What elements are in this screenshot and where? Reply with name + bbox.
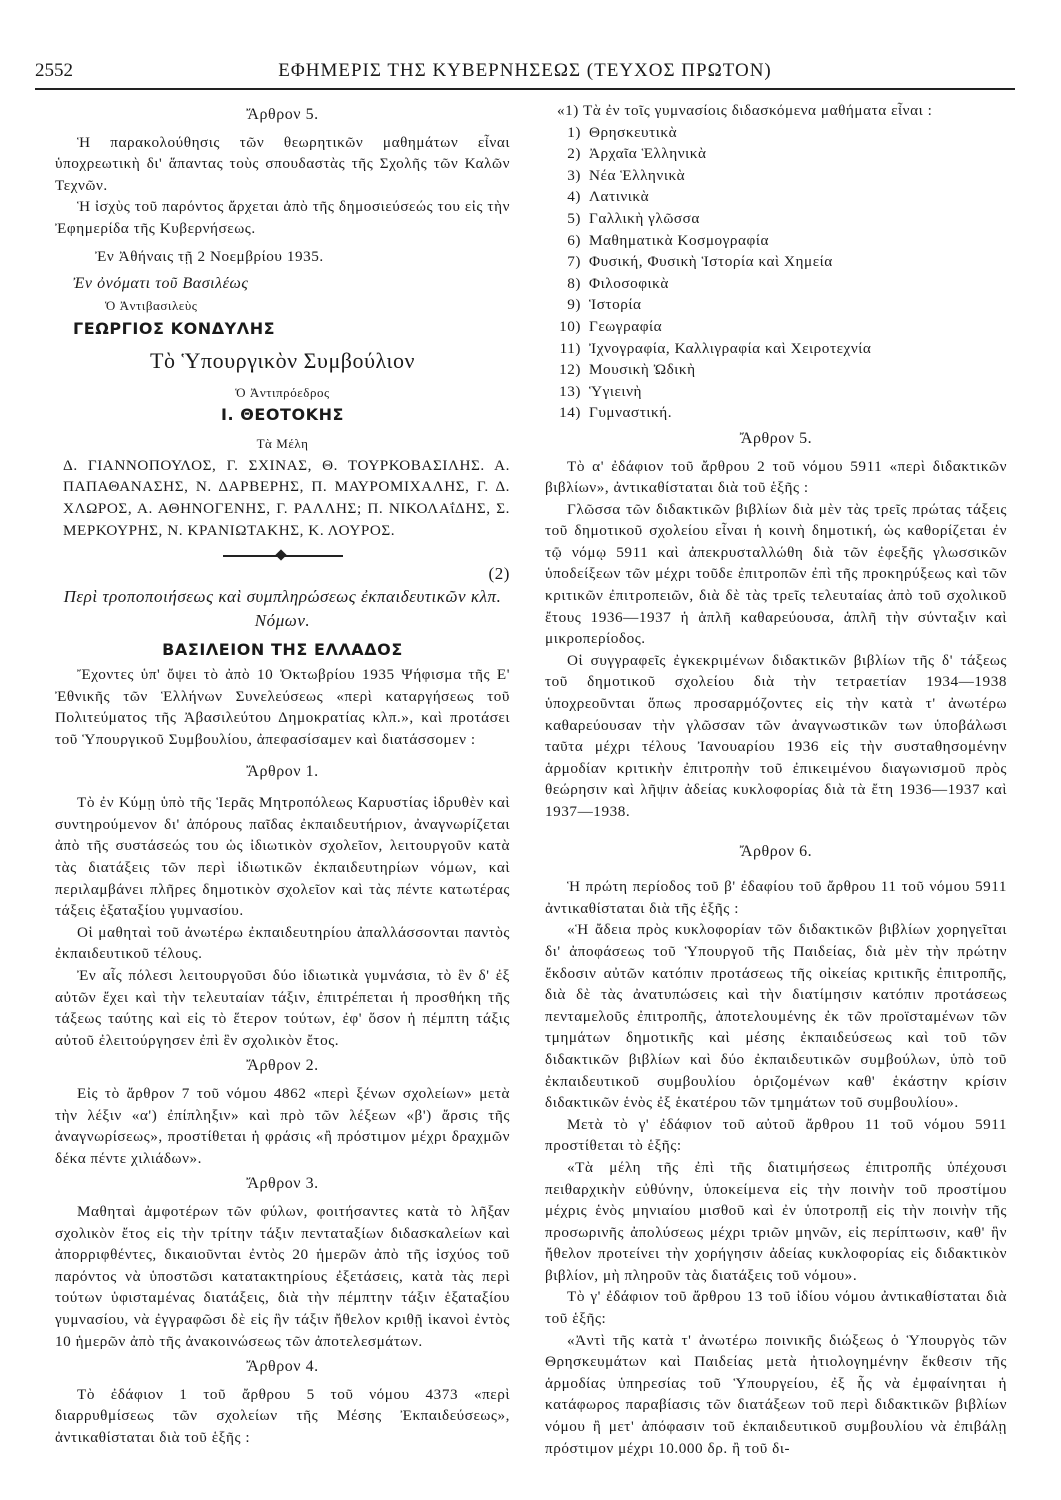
- paragraph: Ἡ πρώτη περίοδος τοῦ β' ἐδαφίου τοῦ ἄρθρου 11 τοῦ νόμου 5911 ἀντικαθίσταται διὰ τῆς ἑξῆς :: [545, 878, 1007, 917]
- item-number: 12): [559, 361, 581, 379]
- item-text: Φυσική, Φυσικὴ Ἱστορία καὶ Χημεία: [589, 253, 833, 271]
- article-heading: Ἄρθρον 2.: [246, 1057, 319, 1075]
- regent-name: ΓΕΩΡΓΙΟΣ ΚΟΝΔΥΛΗΣ: [73, 319, 276, 339]
- signing-date: Ἐν Ἀθήναις τῇ 2 Νοεμβρίου 1935.: [95, 247, 324, 265]
- article-heading: Ἄρθρον 5.: [739, 429, 813, 447]
- list-item: [545, 273, 1007, 295]
- item-number: 8): [567, 274, 581, 292]
- item-number: 9): [567, 296, 581, 314]
- item-text: Γυμναστική.: [589, 404, 673, 422]
- gazette-title: ΕΦΗΜΕΡΙΣ ΤΗΣ ΚΥΒΕΡΝΗΣΕΩΣ (ΤΕΥΧΟΣ ΠΡΩΤΟΝ): [278, 60, 772, 81]
- regent-title: Ὁ Ἀντιβασιλεὺς: [105, 297, 198, 313]
- paragraph: Μετὰ τὸ γ' ἐδάφιον τοῦ αὐτοῦ ἄρθρου 11 τοῦ νόμου 5911 προστίθεται τὸ ἑξῆς:: [545, 1115, 1007, 1155]
- item-number: 2): [567, 145, 581, 163]
- list-item: [545, 294, 1007, 316]
- paragraph: Ἡ ἰσχὺς τοῦ παρόντος ἄρχεται ἀπὸ τῆς δημοσιεύσεώς του εἰς τὴν Ἐφημερίδα τῆς Κυβερνήσεως.: [55, 198, 510, 237]
- paragraph: Μαθηταὶ ἀμφοτέρων τῶν φύλων, φοιτήσαντες κατὰ τὸ λῆξαν σχολικὸν ἔτος εἰς τὴν τρίτην τάξιν πενταταξίων διδασκαλείων καὶ ἀπορριφθέντες, δικαιοῦνται ἐντὸς 20 ἡμερῶν ἀπὸ τῆς ἰσχύος τοῦ παρόντος νὰ ὑποστῶσι κατατακτηρίους ἐξετάσεις, κατὰ τὰς περὶ τούτων ὑφισταμένας διατάξεις, διὰ τὴν πέμπτην τάξιν ἑξαταξίου γυμνασίου, νὰ ἐγγραφῶσι δὲ εἰς ἣν τάξιν ἤθελον κριθῇ ἱκανοὶ ἐντὸς 10 ἡμερῶν ἀπὸ τῆς ἀνακοινώσεως τῶν ἀποτελεσμάτων.: [55, 1202, 510, 1350]
- item-text: Ὑγιεινὴ: [589, 382, 642, 400]
- paragraph: «Ἡ ἄδεια πρὸς κυκλοφορίαν τῶν διδακτικῶν βιβλίων χορηγεῖται δι' ἀποφάσεως τοῦ Ὑπουργοῦ τῆς Παιδείας, διὰ μὲν τὴν πρώτην ἔκδοσιν αὐτῶν κατόπιν προτάσεως τῆς οἰκείας κριτικῆς ἐπιτροπῆς, διὰ δὲ τὰς ἀνατυπώσεις καὶ τὴν διατίμησιν κατόπιν προτάσεως πενταμελοῦς ἐπιτροπῆς, ἀποτελουμένης ἐκ τῶν προϊσταμένων τῶν τμημάτων δημοτικῆς καὶ μέσης ἐκπαιδεύσεως καὶ τοῦ τῶν διδακτικῶν βιβλίων καὶ δύο ἐκπαιδευτικῶν συμβούλων, ὑπὸ τοῦ ἐκπαιδευτικοῦ συμβουλίου ὁριζομένων καθ' ἑκάστην κρίσιν διδακτικῶν ἑνὸς ἐξ ἑκατέρου τῶν τμημάτων τοῦ συμβουλίου».: [545, 921, 1007, 1112]
- list-item: [545, 122, 1007, 144]
- vice-president-title: Ὁ Ἀντιπρόεδρος: [235, 384, 330, 400]
- item-text: Λατινικὰ: [589, 188, 650, 206]
- list-item: [545, 143, 1007, 165]
- item-number: 10): [559, 317, 581, 335]
- article-heading: Ἄρθρον 3.: [246, 1175, 319, 1193]
- list-item: [545, 381, 1007, 403]
- paragraph: «Τὰ μέλη τῆς ἐπὶ τῆς διατιμήσεως ἐπιτροπῆς ὑπέχουσι πειθαρχικὴν εὐθύνην, ὑποκείμενα εἰς τὴν ποινὴν τοῦ προστίμου μέχρις ἑνὸς μηνιαίου μισθοῦ καὶ ἐν ὑποτροπῇ εἰς τὴν ποινὴν τῆς προσωρινῆς ἀπολύσεως μέχρι τριῶν μηνῶν, εἰς περίπτωσιν, καθ' ἣν ἤθελον προτείνει τὴν χορήγησιν ἀδείας κυκλοφορίας εἰς διδακτικὸν βιβλίον, μὴ πληροῦν τὰς διατάξεις τοῦ νόμου».: [545, 1158, 1007, 1284]
- list-item: [545, 165, 1007, 187]
- item-text: Θρησκευτικὰ: [589, 123, 678, 141]
- paragraph: Τὸ γ' ἐδάφιον τοῦ ἄρθρου 13 τοῦ ἰδίου νόμου ἀντικαθίσταται διὰ τοῦ ἑξῆς:: [545, 1288, 1007, 1328]
- right-column: [545, 100, 1007, 1459]
- paragraph: Γλῶσσα τῶν διδακτικῶν βιβλίων διὰ μὲν τὰς τρεῖς πρώτας τάξεις τοῦ δημοτικοῦ σχολείου εἶναι ἡ κοινὴ δημοτική, ὡς καθορίζεται ἐν τῷ νόμῳ 5911 καὶ ἀπεκρυσταλλώθη διὰ τῶν ἐφεξῆς γλωσσικῶν ὑποδείξεων τῶν μέχρι τοῦδε ἐπιτροπῶν ἐπὶ τῆς προκηρύξεως καὶ τῶν κριτικῶν ἐπιτροπειῶν, διὰ δὲ τὰς τρεῖς τελευταίας ἀπὸ τοῦ σχολικοῦ ἔτους 1936—1937 ἡ ἁπλῆ καθαρεύουσα, ἁπλῆ τὴν σύνταξιν καὶ μικροπερίοδος.: [545, 500, 1007, 648]
- members-title: Τὰ Μέλη: [256, 436, 309, 452]
- preamble: Ἔχοντες ὑπ' ὄψει τὸ ἀπὸ 10 Ὀκτωβρίου 1935 Ψήφισμα τῆς Ε' Ἐθνικῆς τῶν Ἑλλήνων Συνελεύσεως «περὶ καταργήσεως τοῦ Πολιτεύματος τῆς Ἀβασιλεύτου Δημοκρατίας κλπ.», καὶ προτάσει τοῦ Ὑπουργικοῦ Συμβουλίου, ἀπεφασίσαμεν καὶ διατάσσομεν :: [55, 666, 510, 749]
- item-text: Νέα Ἑλληνικὰ: [589, 166, 686, 184]
- paragraph: Οἱ συγγραφεῖς ἐγκεκριμένων διδακτικῶν βιβλίων τῆς δ' τάξεως τοῦ δημοτικοῦ σχολείου διὰ τὴν τετραετίαν 1934—1938 ὑποχρεοῦνται ὅπως προσαρμόζοντες εἰς τὴν κατὰ τ' ἀνωτέρω καθαρεύουσαν τὴν γλῶσσαν τῶν ἀναγνωστικῶν των ὑποβάλωσι ταῦτα μέχρι τέλους Ἰανουαρίου 1936 εἰς τὴν συσταθησομένην ἁρμοδίαν κριτικὴν ἐπιτροπὴν τοῦ ἐπικειμένου διαγωνισμοῦ πρὸς θεώρησιν καὶ λῆψιν ἀδείας κυκλοφορίας διὰ τὰ ἔτη 1936—1937 καὶ 1937—1938.: [545, 651, 1007, 820]
- paragraph: Ἐν αἷς πόλεσι λειτουργοῦσι δύο ἰδιωτικὰ γυμνάσια, τὸ ἓν δ' ἐξ αὐτῶν ἔχει καὶ τὴν τελευταίαν τάξιν, ἐπιτρέπεται ἡ προσθήκη τῆς τάξεως ταύτης καὶ εἰς τὸ ἕτερον τούτων, ἐφ' ὅσον ἡ πέμπτη τάξις αὐτοῦ ἐλειτούργησεν ἐπὶ ἓν σχολικὸν ἔτος.: [55, 967, 510, 1049]
- list-item: [545, 251, 1007, 273]
- article-heading: Ἄρθρον 5.: [246, 106, 319, 123]
- list-item: [545, 230, 1007, 252]
- paragraph: Τὸ ἐν Κύμῃ ὑπὸ τῆς Ἱερᾶς Μητροπόλεως Καρυστίας ἱδρυθὲν καὶ συντηρούμενον δι' ἀπόρους παῖδας ἐκπαιδευτήριον, ἀναγνωρίζεται ἀπὸ τῆς συστάσεώς του ὡς ἰδιωτικὸν σχολεῖον, λειτουργοῦν κατὰ τὰς διατάξεις τῶν περὶ ἰδιωτικῶν ἐκπαιδευτηρίων νόμων, καὶ περιλαμβάνει πλῆρες δημοτικὸν σχολεῖον καὶ τὰς πέντε κατωτέρας τάξεις ἑξαταξίου γυμνασίου.: [55, 794, 510, 920]
- law-number: (2): [488, 564, 510, 584]
- list-item: [545, 316, 1007, 338]
- kingdom-heading: ΒΑΣΙΛΕΙΟΝ ΤΗΣ ΕΛΛΑΔΟΣ: [162, 639, 403, 659]
- item-number: 3): [567, 166, 581, 184]
- item-number: 4): [567, 188, 581, 206]
- paragraph: «Ἀντὶ τῆς κατὰ τ' ἀνωτέρω ποινικῆς διώξεως ὁ Ὑπουργὸς τῶν Θρησκευμάτων καὶ Παιδείας μετὰ ἠτιολογημένην ἔκθεσιν τῆς ἁρμοδίας ὑπηρεσίας τοῦ Ὑπουργείου, ἐξ ἧς νὰ ἐμφαίνηται ἡ κατάφωρος παραβίασις τῶν διατάξεων τοῦ περὶ διδακτικῶν βιβλίων νόμου ἢ μετ' ἀπόφασιν τοῦ ἐκπαιδευτικοῦ συμβουλίου νὰ ἐπιβάλῃ πρόστιμον μέχρι 10.000 δρ. ἢ τοῦ δι-: [545, 1331, 1007, 1457]
- in-name-of-king: Ἐν ὀνόματι τοῦ Βασιλέως: [73, 275, 249, 293]
- article-heading: Ἄρθρον 1.: [246, 762, 319, 780]
- article-heading: Ἄρθρον 4.: [246, 1358, 319, 1376]
- paragraph: Ἡ παρακολούθησις τῶν θεωρητικῶν μαθημάτων εἶναι ὑποχρεωτικὴ δι' ἅπαντας τοὺς σπουδαστὰς τῆς Σχολῆς τῶν Καλῶν Τεχνῶν.: [55, 133, 510, 194]
- list-intro: «1) Τὰ ἐν τοῖς γυμνασίοις διδασκόμενα μαθήματα εἶναι :: [557, 102, 933, 119]
- paragraph: Οἱ μαθηταὶ τοῦ ἀνωτέρω ἐκπαιδευτηρίου ἀπαλλάσσονται παντὸς ἐκπαιδευτικοῦ τέλους.: [55, 923, 510, 963]
- subjects-list: [545, 122, 1007, 424]
- section-divider: [223, 555, 343, 557]
- article-heading: Ἄρθρον 6.: [739, 842, 813, 860]
- item-text: Γεωγραφία: [589, 317, 663, 335]
- item-text: Ἰχνογραφία, Καλλιγραφία καὶ Χειροτεχνία: [589, 339, 872, 357]
- law-title: Περὶ τροποποιήσεως καὶ συμπληρώσεως ἐκπαιδευτικῶν κλπ. Νόμων.: [63, 586, 502, 630]
- item-number: 7): [567, 253, 581, 271]
- list-item: [545, 186, 1007, 208]
- item-number: 5): [567, 209, 581, 227]
- left-column: [55, 100, 510, 1448]
- item-number: 14): [559, 404, 581, 422]
- list-item: [545, 359, 1007, 381]
- item-number: 6): [567, 231, 581, 249]
- cabinet-heading: Τὸ Ὑπουργικὸν Συμβούλιον: [149, 347, 416, 373]
- item-text: Μαθηματικὰ Κοσμογραφία: [589, 231, 770, 249]
- paragraph: Εἰς τὸ ἄρθρον 7 τοῦ νόμου 4862 «περὶ ξένων σχολείων» μετὰ τὴν λέξιν «α') ἐπίπληξιν» καὶ πρὸ τῶν λέξεων «β') ἄρσις τῆς ἀναγνωρίσεως», προστίθεται ἡ φράσις «ἢ πρόστιμον μέχρι δραχμῶν δέκα πέντε χιλιάδων».: [55, 1084, 510, 1167]
- paragraph: Τὸ ἐδάφιον 1 τοῦ ἄρθρου 5 τοῦ νόμου 4373 «περὶ διαρρυθμίσεως τῶν σχολείων τῆς Μέσης Ἐκπαιδεύσεως», ἀντικαθίσταται διὰ τοῦ ἑξῆς :: [55, 1385, 510, 1446]
- item-number: 1): [567, 123, 581, 141]
- vice-president-name: Ι. ΘΕΟΤΟΚΗΣ: [220, 404, 345, 424]
- cabinet-members: Δ. ΓΙΑΝΝΟΠΟΥΛΟΣ, Γ. ΣΧΙΝΑΣ, Θ. ΤΟΥΡΚΟΒΑΣΙΛΗΣ. Α. ΠΑΠΑΘΑΝΑΣΗΣ, Ν. ΔΑΡΒΕΡΗΣ, Π. ΜΑΥΡΟΜΙΧΑΛΗΣ, Γ. Δ. ΧΛΩΡΟΣ, Α. ΑΘΗΝΟΓΕΝΗΣ, Γ. ΡΑΛΛΗΣ; Π. ΝΙΚΟΛΑΐΔΗΣ, Σ. ΜΕΡΚΟΥΡΗΣ, Ν. ΚΡΑΝΙΩΤΑΚΗΣ, Κ. ΛΟΥΡΟΣ.: [63, 456, 510, 539]
- page-number: 2552: [35, 60, 73, 81]
- item-text: Ἀρχαῖα Ἑλληνικὰ: [589, 145, 707, 163]
- list-item: [545, 402, 1007, 424]
- item-text: Μουσικὴ Ὠδικὴ: [589, 361, 696, 379]
- page-header: [35, 58, 1015, 90]
- item-number: 11): [559, 339, 581, 357]
- item-text: Φιλοσοφικὰ: [589, 274, 669, 292]
- item-text: Γαλλικὴ γλῶσσα: [589, 209, 700, 227]
- paragraph: Τὸ α' ἐδάφιον τοῦ ἄρθρου 2 τοῦ νόμου 5911 «περὶ διδακτικῶν βιβλίων», ἀντικαθίσταται διὰ τοῦ ἑξῆς :: [545, 457, 1007, 497]
- item-text: Ἱστορία: [589, 296, 642, 314]
- item-number: 13): [559, 382, 581, 400]
- list-item: [545, 338, 1007, 360]
- list-item: [545, 208, 1007, 230]
